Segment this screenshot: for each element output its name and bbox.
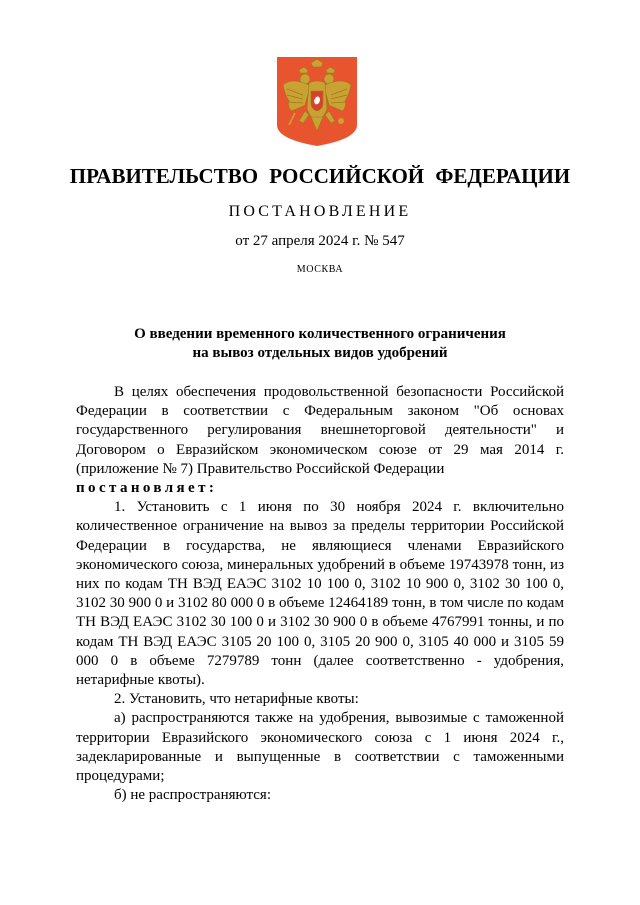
decree-paragraph — [76, 479, 564, 498]
issuer-title: ПРАВИТЕЛЬСТВО РОССИЙСКОЙ ФЕДЕРАЦИИ — [69, 164, 571, 188]
decree-word: постановляет: — [76, 480, 218, 497]
paragraph-2a: а) распространяются также на удобрения, вывозимые с таможенной территории Евразийского экономического союза с 1 июня 2024 г., задекларированные и выпущенные в соответствии с таможенными процедурами; — [76, 710, 564, 785]
paragraph-2: 2. Установить, что нетарифные квоты: — [114, 691, 359, 708]
heading-line-2: на вывоз отдельных видов удобрений — [192, 345, 448, 361]
coat-of-arms-emblem — [275, 55, 359, 147]
paragraph-1: 1. Установить с 1 июня по 30 ноября 2024 г. включительно количественное ограничение на вывоз за пределы территории Российской Федерации в государства, не являющиеся членами Евразийского экономического союза, минеральных удобрений в объеме 19743978 тонн, из них по кодам ТН ВЭД ЕАЭС 3102 10 100 0, 3102 10 900 0, 3102 30 100 0, 3102 30 900 0 и 3102 80 000 0 в объеме 12464189 тонн, в том числе по кодам ТН ВЭД ЕАЭС 3102 30 100 0 и 3102 30 900 0 в объеме 4767991 тонны, и по кодам ТН ВЭД ЕАЭС 3105 20 100 0, 3105 20 900 0, 3105 40 000 и 3105 59 000 0 в объеме 7279789 тонн (далее соответственно - удобрения, нетарифные квоты). — [76, 499, 564, 689]
heading-line-1: О введении временного количественного ограничения — [134, 326, 506, 342]
document-body — [76, 383, 564, 805]
double-headed-eagle-icon — [275, 55, 359, 147]
document-heading — [0, 325, 640, 363]
intro-paragraph: В целях обеспечения продовольственной безопасности Российской Федерации в соответствии с Федеральным законом "Об основах государственного регулирования внешнеторговой деятельности" и Договором о Евразийском экономическом союзе от 29 мая 2014 г. (приложение № 7) Правительство Российской Федерации — [76, 384, 564, 477]
document-date-number: от 27 апреля 2024 г. № 547 — [235, 233, 405, 249]
document-city: МОСКВА — [296, 264, 344, 275]
paragraph-2b: б) не распространяются: — [114, 787, 271, 804]
document-type: ПОСТАНОВЛЕНИЕ — [228, 203, 412, 220]
